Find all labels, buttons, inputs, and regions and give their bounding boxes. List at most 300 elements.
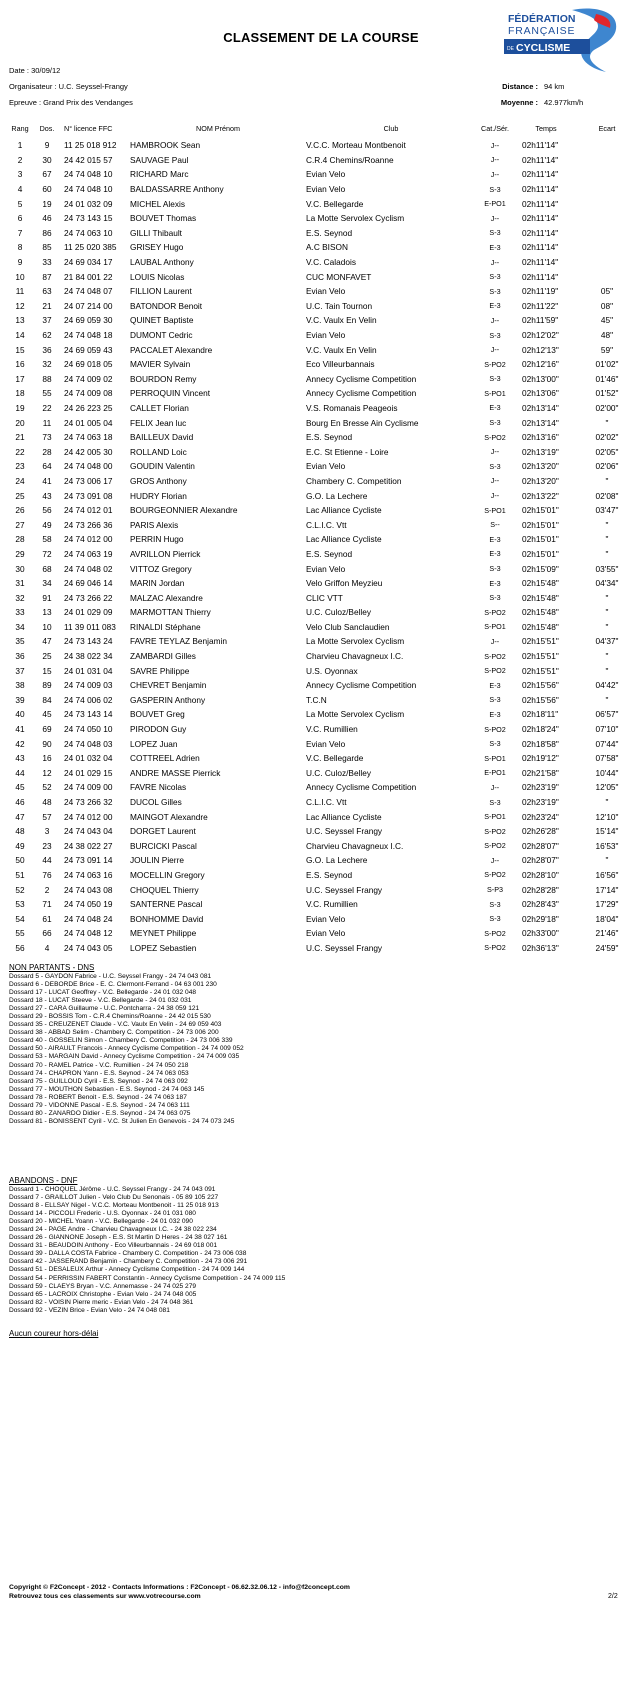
cell-nom: COTTREEL Adrien: [130, 753, 200, 764]
cell-dos: 57: [42, 811, 52, 822]
cell-club: U.C. Culoz/Belley: [306, 607, 372, 618]
table-row: [6, 415, 636, 430]
cell-rang: 52: [15, 884, 25, 895]
cell-rang: 4: [17, 184, 23, 195]
cell-club: Annecy Cyclisme Competition: [306, 373, 417, 384]
cell-licence: 24 73 091 14: [64, 855, 113, 866]
cell-ecart: 04'37": [595, 636, 619, 647]
dnf-item: Dossard 8 - ELLSAY Nigel - V.C.C. Morteau Montbenoit - 11 25 018 913: [9, 1202, 219, 1210]
table-row: [6, 532, 636, 547]
cell-cat: S-3: [489, 228, 501, 238]
cell-club: Lac Alliance Cycliste: [306, 505, 382, 516]
cell-temps: 02h11'14": [522, 154, 559, 165]
race-date: Date : 30/09/12: [9, 66, 61, 75]
moyenne-value: 42.977km/h: [544, 98, 584, 107]
cell-rang: 33: [15, 607, 25, 618]
cell-ecart: [578, 226, 636, 241]
logo-line2: FRANÇAISE: [508, 25, 576, 37]
cell-nom: LOUIS Nicolas: [130, 271, 185, 282]
cell-dos: 30: [42, 154, 52, 165]
cell-temps: 02h13'22": [522, 490, 559, 501]
cell-licence: 24 74 063 18: [64, 432, 113, 443]
cell-club: V.C. Rumillien: [306, 724, 358, 735]
cell-rang: 31: [15, 578, 25, 589]
cell-cat: S-PO2: [484, 870, 506, 880]
dns-item: Dossard 18 - LUCAT Steeve - V.C. Bellegarde - 24 01 032 031: [9, 997, 192, 1005]
cell-dos: 91: [42, 592, 52, 603]
cell-licence: 24 69 059 30: [64, 315, 113, 326]
cell-licence: 24 73 143 14: [64, 709, 113, 720]
cell-club: T.C.N: [306, 694, 327, 705]
cell-cat: S-PO1: [484, 753, 506, 763]
cell-rang: 16: [15, 359, 25, 370]
table-row: [6, 766, 636, 781]
cell-ecart: 03'47": [595, 505, 619, 516]
cell-dos: 9: [44, 140, 50, 151]
cell-rang: 41: [15, 724, 25, 735]
cell-rang: 40: [15, 709, 25, 720]
dnf-item: Dossard 51 - DESALEUX Arthur - Annecy Cyclisme Competition - 24 74 009 144: [9, 1266, 245, 1274]
cell-ecart: ": [605, 592, 609, 603]
cell-ecart: 06'57": [595, 709, 619, 720]
dns-heading: NON PARTANTS - DNS: [9, 963, 95, 972]
cell-licence: 24 74 048 10: [64, 184, 113, 195]
table-row: [6, 430, 636, 445]
cell-rang: 10: [15, 271, 25, 282]
cell-club: V.C. Bellegarde: [306, 753, 364, 764]
cell-licence: 24 69 046 14: [64, 578, 113, 589]
cell-rang: 3: [17, 169, 23, 180]
cell-rang: 9: [17, 257, 23, 268]
cell-licence: 24 74 050 10: [64, 724, 113, 735]
cell-club: E.S. Seynod: [306, 432, 353, 443]
cell-dos: 45: [42, 709, 52, 720]
table-row: [6, 911, 636, 926]
cell-licence: 24 74 009 00: [64, 782, 113, 793]
cell-temps: 02h36'13": [522, 942, 559, 953]
cell-cat: S-3: [489, 184, 501, 194]
cell-cat: S-PO1: [484, 622, 506, 632]
cell-nom: BAILLEUX David: [130, 432, 194, 443]
cell-cat: S-3: [489, 564, 501, 574]
cell-club: Evian Velo: [306, 461, 346, 472]
cell-nom: QUINET Baptiste: [130, 315, 194, 326]
cell-temps: 02h18'11": [522, 709, 559, 720]
cell-cat: E-3: [489, 301, 501, 311]
table-row: [6, 693, 636, 708]
cell-rang: 47: [15, 811, 25, 822]
cell-temps: 02h13'20": [522, 475, 559, 486]
cell-temps: 02h26'28": [522, 826, 559, 837]
cell-rang: 27: [15, 519, 25, 530]
cell-dos: 33: [42, 257, 52, 268]
cell-nom: FELIX Jean luc: [130, 417, 187, 428]
table-row: [6, 736, 636, 751]
logo-line3: CYCLISME: [516, 42, 571, 54]
cell-cat: E-3: [489, 403, 501, 413]
cell-dos: 87: [42, 271, 52, 282]
cell-nom: MALZAC Alexandre: [130, 592, 203, 603]
cell-cat: E-PO1: [484, 768, 506, 778]
cell-cat: S-PO2: [484, 943, 506, 953]
cell-cat: S-3: [489, 899, 501, 909]
cell-temps: 02h18'24": [522, 724, 559, 735]
table-row: [6, 372, 636, 387]
cell-cat: J--: [490, 855, 500, 865]
table-row: [6, 328, 636, 343]
cell-cat: E-3: [489, 578, 501, 588]
cell-temps: 02h15'48": [522, 621, 559, 632]
cell-rang: 15: [15, 344, 25, 355]
cell-ecart: 18'04": [595, 913, 619, 924]
cell-dos: 67: [42, 169, 52, 180]
cell-cat: J--: [490, 345, 500, 355]
cell-temps: 02h11'14": [522, 257, 559, 268]
logo-line1: FÉDÉRATION: [508, 13, 576, 25]
cell-dos: 28: [42, 446, 52, 457]
cell-licence: 24 74 048 03: [64, 738, 113, 749]
cell-rang: 38: [15, 680, 25, 691]
cell-club: C.L.I.C. Vtt: [306, 519, 347, 530]
cell-ecart: [578, 153, 636, 168]
cell-nom: GROS Anthony: [130, 475, 187, 486]
cell-cat: S-PO2: [484, 724, 506, 734]
cell-cat: S-PO2: [484, 607, 506, 617]
cell-ecart: 02'06": [595, 461, 619, 472]
cell-nom: PERROQUIN Vincent: [130, 388, 211, 399]
cell-dos: 46: [42, 213, 52, 224]
cell-rang: 2: [17, 154, 23, 165]
dns-item: Dossard 27 - CARA Guillaume - U.C. Pontcharra - 24 38 059 121: [9, 1005, 200, 1013]
cell-club: Bourg En Bresse Ain Cyclisme: [306, 417, 419, 428]
cell-licence: 24 74 050 19: [64, 899, 113, 910]
table-row: [6, 488, 636, 503]
col-licence: N° licence FFC: [64, 124, 113, 133]
cell-nom: JOULIN Pierre: [130, 855, 184, 866]
cell-temps: 02h28'07": [522, 840, 559, 851]
race-organisateur: Organisateur : U.C. Seyssel-Frangy: [9, 82, 128, 91]
cell-temps: 02h13'06": [522, 388, 559, 399]
cell-dos: 22: [42, 402, 52, 413]
cell-club: V.C. Caladois: [306, 257, 356, 268]
table-row: [6, 357, 636, 372]
cell-club: U.S. Oyonnax: [306, 665, 358, 676]
cell-nom: SAVRE Philippe: [130, 665, 190, 676]
col-rang: Rang: [11, 124, 29, 133]
cell-licence: 24 74 012 00: [64, 811, 113, 822]
cell-temps: 02h28'43": [522, 899, 559, 910]
cell-cat: S-P3: [487, 885, 503, 895]
table-row: [6, 663, 636, 678]
cell-club: Evian Velo: [306, 330, 346, 341]
cell-temps: 02h13'20": [522, 461, 559, 472]
cell-rang: 49: [15, 840, 25, 851]
cell-temps: 02h15'48": [522, 578, 559, 589]
col-temps: Temps: [535, 124, 557, 133]
dnf-item: Dossard 39 - DALLA COSTA Fabrice - Chambery C. Competition - 24 73 006 038: [9, 1250, 247, 1258]
cell-licence: 24 74 048 24: [64, 913, 113, 924]
cell-rang: 46: [15, 797, 25, 808]
cell-ecart: 24'59": [595, 942, 619, 953]
cell-licence: 24 74 043 04: [64, 826, 113, 837]
cell-licence: 24 01 032 09: [64, 198, 113, 209]
cell-cat: J--: [490, 140, 500, 150]
race-epreuve: Epreuve : Grand Prix des Vendanges: [9, 98, 133, 107]
cell-ecart: [578, 255, 636, 270]
cell-licence: 11 25 020 385: [64, 242, 117, 253]
cell-ecart: 07'44": [595, 738, 619, 749]
cell-cat: S-PO2: [484, 359, 506, 369]
cell-temps: 02h11'14": [522, 227, 559, 238]
cell-club: U.C. Seyssel Frangy: [306, 826, 383, 837]
cell-rang: 17: [15, 373, 25, 384]
cell-licence: 24 73 266 36: [64, 519, 113, 530]
cell-licence: 24 74 048 10: [64, 169, 113, 180]
cell-ecart: 08": [600, 300, 614, 311]
cell-temps: 02h15'01": [522, 505, 559, 516]
cell-ecart: ": [605, 417, 609, 428]
cell-ecart: 02'05": [595, 446, 619, 457]
cell-nom: FILLION Laurent: [130, 286, 192, 297]
cell-ecart: [578, 269, 636, 284]
cell-ecart: 10'44": [595, 767, 619, 778]
cell-club: Evian Velo: [306, 286, 346, 297]
table-row: [6, 561, 636, 576]
footer-website: Retrouvez tous ces classements sur www.votrecourse.com: [9, 1593, 201, 1600]
col-dos: Dos.: [39, 124, 55, 133]
cell-ecart: 01'46": [595, 373, 619, 384]
cell-cat: S-PO2: [484, 651, 506, 661]
cell-licence: 24 74 048 18: [64, 330, 113, 341]
cell-club: Velo Club Sanclaudien: [306, 621, 390, 632]
cell-cat: J--: [490, 257, 500, 267]
cell-temps: 02h19'12": [522, 753, 559, 764]
footer-copyright: Copyright © F2Concept - 2012 - Contacts Informations : F2Concept - 06.62.32.06.12 - info@f2concept.com: [9, 1584, 350, 1591]
cell-rang: 53: [15, 899, 25, 910]
cell-rang: 19: [15, 402, 25, 413]
cell-nom: CHOQUEL Thierry: [130, 884, 199, 895]
dns-item: Dossard 5 - GAYDON Fabrice - U.C. Seyssel Frangy - 24 74 043 081: [9, 973, 212, 980]
cell-cat: S-PO2: [484, 432, 506, 442]
cell-ecart: 21'46": [595, 928, 619, 939]
cell-temps: 02h23'24": [522, 811, 559, 822]
cell-nom: DUMONT Cedric: [130, 330, 193, 341]
cell-club: La Motte Servolex Cyclism: [306, 709, 405, 720]
cell-dos: 69: [42, 724, 52, 735]
cell-cat: E-3: [489, 534, 501, 544]
cell-nom: VITTOZ Gregory: [130, 563, 192, 574]
cell-licence: 24 69 059 43: [64, 344, 113, 355]
cell-cat: J--: [490, 155, 500, 165]
cell-club: E.S. Seynod: [306, 869, 353, 880]
cell-cat: S-PO1: [484, 388, 506, 398]
col-cat: Cat./Sér.: [481, 124, 509, 133]
cell-cat: E-3: [489, 242, 501, 252]
cell-ecart: 03'55": [595, 563, 619, 574]
cell-temps: 02h11'14": [522, 184, 559, 195]
cell-rang: 45: [15, 782, 25, 793]
cell-dos: 76: [42, 869, 52, 880]
table-row: [6, 342, 636, 357]
cell-nom: MAINGOT Alexandre: [130, 811, 208, 822]
cell-dos: 36: [42, 344, 52, 355]
cell-dos: 4: [44, 942, 50, 953]
cell-club: La Motte Servolex Cyclism: [306, 636, 405, 647]
cell-dos: 43: [42, 490, 52, 501]
cell-ecart: ": [605, 855, 609, 866]
cell-dos: 64: [42, 461, 52, 472]
cell-temps: 02h33'00": [522, 928, 559, 939]
dns-item: Dossard 81 - BONISSENT Cyril - V.C. St Julien En Genevois - 24 74 073 245: [9, 1117, 235, 1125]
cell-club: C.L.I.C. Vtt: [306, 797, 347, 808]
cell-temps: 02h28'28": [522, 884, 559, 895]
cell-dos: 47: [42, 636, 52, 647]
cell-ecart: [578, 196, 636, 211]
table-row: [6, 211, 636, 226]
cell-club: G.O. La Lechere: [306, 490, 368, 501]
col-nom: NOM Prénom: [196, 124, 240, 133]
cell-temps: 02h11'14": [522, 169, 559, 180]
cell-licence: 24 74 009 02: [64, 373, 113, 384]
cell-licence: 24 74 012 00: [64, 534, 113, 545]
table-row: [6, 240, 636, 255]
dnf-item: Dossard 82 - VOISIN Pierre meric - Evian Velo - 24 74 048 361: [9, 1298, 194, 1306]
cell-dos: 11: [42, 417, 52, 428]
table-row: [6, 590, 636, 605]
cell-rang: 1: [17, 140, 23, 151]
cell-rang: 6: [17, 213, 23, 224]
cell-ecart: 16'53": [595, 840, 619, 851]
table-row: [6, 897, 636, 912]
cell-nom: AVRILLON Pierrick: [130, 548, 201, 559]
cell-dos: 89: [42, 680, 52, 691]
cell-dos: 90: [42, 738, 52, 749]
table-row: [6, 839, 636, 854]
cell-cat: J--: [490, 447, 500, 457]
cell-ecart: ": [605, 607, 609, 618]
cell-temps: 02h15'56": [522, 694, 559, 705]
cell-rang: 50: [15, 855, 25, 866]
cell-licence: 24 74 063 10: [64, 227, 113, 238]
cell-cat: S-3: [489, 461, 501, 471]
cell-rang: 35: [15, 636, 25, 647]
cell-nom: PIRODON Guy: [130, 724, 187, 735]
dns-item: Dossard 53 - MARGAIN David - Annecy Cyclisme Competition - 24 74 009 035: [9, 1053, 240, 1061]
cell-nom: MICHEL Alexis: [130, 198, 186, 209]
cell-cat: S-PO2: [484, 928, 506, 938]
cell-licence: 24 74 048 07: [64, 286, 113, 297]
table-row: [6, 517, 636, 532]
cell-cat: J--: [490, 213, 500, 223]
cell-licence: 24 74 048 00: [64, 461, 113, 472]
cell-cat: S-3: [489, 797, 501, 807]
cell-club: Evian Velo: [306, 913, 346, 924]
dnf-item: Dossard 26 - GIANNONE Joseph - E.S. St Martin D Heres - 24 38 027 161: [9, 1234, 228, 1242]
cell-nom: CALLET Florian: [130, 402, 189, 413]
cell-dos: 2: [44, 884, 50, 895]
cell-licence: 24 42 005 30: [64, 446, 113, 457]
dnf-item: Dossard 59 - CLAEYS Bryan - V.C. Annemasse - 24 74 025 279: [9, 1282, 197, 1290]
cell-temps: 02h15'51": [522, 651, 559, 662]
cell-nom: HAMBROOK Sean: [130, 140, 201, 151]
cell-temps: 02h29'18": [522, 913, 559, 924]
dnf-item: Dossard 42 - JASSERAND Benjamin - Chambery C. Competition - 24 73 006 291: [9, 1258, 248, 1266]
cell-club: C.R.4 Chemins/Roanne: [306, 154, 394, 165]
table-row: [6, 269, 636, 284]
cell-cat: J--: [490, 636, 500, 646]
table-row: [6, 503, 636, 518]
table-row: [6, 926, 636, 941]
cell-club: V.C. Bellegarde: [306, 198, 364, 209]
cell-licence: 24 01 032 04: [64, 753, 113, 764]
cell-rang: 21: [15, 432, 25, 443]
cell-dos: 88: [42, 373, 52, 384]
cell-dos: 86: [42, 227, 52, 238]
table-row: [6, 474, 636, 489]
cell-cat: S-3: [489, 695, 501, 705]
cell-ecart: ": [605, 665, 609, 676]
cell-licence: 24 74 009 03: [64, 680, 113, 691]
cell-club: V.C. Vaulx En Velin: [306, 344, 377, 355]
cell-licence: 24 74 043 05: [64, 942, 113, 953]
table-row: [6, 153, 636, 168]
cell-club: Annecy Cyclisme Competition: [306, 680, 417, 691]
dnf-list: [9, 1186, 285, 1315]
table-row: [6, 299, 636, 314]
dns-item: Dossard 17 - LUCAT Geoffrey - V.C. Bellegarde - 24 01 032 048: [9, 989, 197, 997]
dns-item: Dossard 78 - ROBERT Benoit - E.S. Seynod - 24 74 063 187: [9, 1093, 187, 1101]
cell-rang: 8: [17, 242, 23, 253]
cell-cat: J--: [490, 476, 500, 486]
table-row: [6, 707, 636, 722]
dns-item: Dossard 74 - CHAPRON Yann - E.S. Seynod - 24 74 063 053: [9, 1069, 189, 1077]
cell-ecart: ": [605, 694, 609, 705]
cell-dos: 49: [42, 519, 52, 530]
cell-club: Charvieu Chavagneux I.C.: [306, 651, 404, 662]
cell-dos: 13: [42, 607, 52, 618]
cell-temps: 02h11'14": [522, 198, 559, 209]
table-row: [6, 882, 636, 897]
cell-temps: 02h15'01": [522, 534, 559, 545]
cell-cat: S-3: [489, 593, 501, 603]
cell-ecart: ": [605, 548, 609, 559]
cell-nom: BOURGEONNIER Alexandre: [130, 505, 238, 516]
cell-ecart: ": [605, 651, 609, 662]
cell-club: Evian Velo: [306, 738, 346, 749]
cell-ecart: 15'14": [595, 826, 619, 837]
cell-dos: 41: [42, 475, 52, 486]
cell-rang: 25: [15, 490, 25, 501]
moyenne-label: Moyenne :: [500, 98, 538, 107]
cell-rang: 36: [15, 651, 25, 662]
cell-licence: 24 38 022 34: [64, 651, 113, 662]
cell-licence: 24 74 012 01: [64, 505, 113, 516]
cell-rang: 34: [15, 621, 25, 632]
table-row: [6, 547, 636, 562]
cell-temps: 02h28'10": [522, 869, 559, 880]
cell-club: E.C. St Etienne - Loire: [306, 446, 389, 457]
cell-nom: HUDRY Florian: [130, 490, 187, 501]
dns-item: Dossard 77 - MOUTHON Sebastien - E.S. Seynod - 24 74 063 145: [9, 1085, 205, 1093]
cell-licence: 24 73 091 08: [64, 490, 113, 501]
cell-dos: 60: [42, 184, 52, 195]
table-row: [6, 313, 636, 328]
cell-licence: 24 42 015 57: [64, 154, 113, 165]
cell-temps: 02h15'56": [522, 680, 559, 691]
cell-licence: 24 73 143 15: [64, 213, 113, 224]
cell-dos: 32: [42, 359, 52, 370]
table-row: [6, 444, 636, 459]
